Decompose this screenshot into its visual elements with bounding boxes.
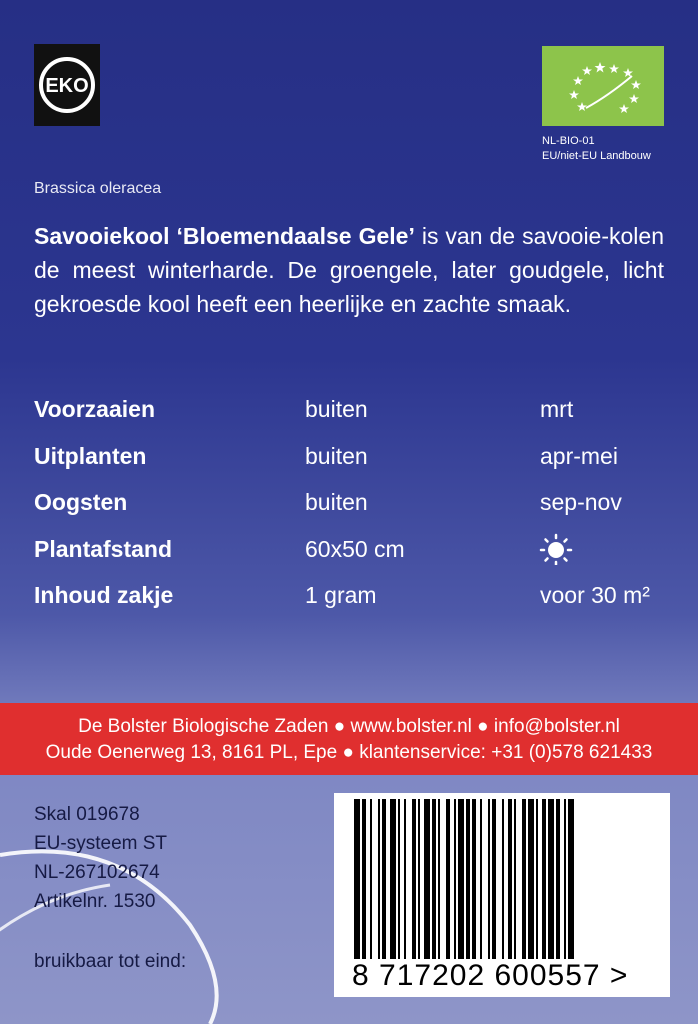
barcode-bar [382,799,386,959]
spec-location: buiten [305,442,368,469]
barcode-bar [412,799,416,959]
barcode-bar [432,799,436,959]
barcode-bar [542,799,546,959]
latin-name: Brassica oleracea [34,180,162,197]
variety-name: Savooiekool ‘Bloemendaalse Gele’ [34,223,415,249]
eko-logo-text: EKO [45,75,89,97]
spec-row-oogsten [34,485,674,532]
barcode-bar [472,799,476,959]
eu-organic-leaf-logo [542,46,664,126]
barcode-bar [466,799,470,959]
contact-band [0,703,698,775]
spec-label: Inhoud zakje [34,582,174,608]
barcode-bar [454,799,456,959]
barcode-digits: 8 717202 600557 > [352,959,629,992]
spec-period: apr-mei [540,442,618,469]
eu-system: EU-systeem ST [34,833,168,854]
spec-label: Voorzaaien [34,396,155,422]
spec-label: Oogsten [34,489,128,515]
certification-info [34,800,167,916]
barcode-bar [354,799,360,959]
spec-label: Plantafstand [34,535,173,562]
spec-location: buiten [305,489,368,515]
barcode-bar [508,799,512,959]
spec-label: Uitplanten [34,442,147,469]
spec-row-uitplanten [34,439,674,486]
product-description [34,219,664,321]
barcode-bar [522,799,526,959]
eko-logo [34,44,100,126]
barcode-bar [390,799,396,959]
contact-line2: Oude Oenerweg 13, 8161 PL, Epe ● klantenservice: +31 (0)578 621433 [45,742,653,763]
barcode-bar [502,799,504,959]
description-text: is van de savooie-kolen de meest winterharde. De groengele, later goudgele, licht gekroesde kool heeft een heerlijke en zachte smaak. [34,223,664,317]
barcode-bar [378,799,380,959]
barcode-bar [438,799,440,959]
barcode-bar [564,799,566,959]
contact-line1: De Bolster Biologische Zaden ● www.bolster.nl ● info@bolster.nl [78,716,620,737]
barcode-bar [404,799,406,959]
sowing-specs [34,392,674,625]
barcode-bar [398,799,400,959]
barcode-bars [354,799,650,959]
barcode-bar [446,799,450,959]
spec-coverage: voor 30 m² [540,582,650,608]
barcode-bar [424,799,430,959]
spec-row-plantafstand [34,532,674,579]
expiry-label: bruikbaar tot eind: [34,951,187,972]
spec-period: mrt [540,396,574,422]
barcode-bar [548,799,554,959]
eu-code-line2: EU/niet-EU Landbouw [542,150,651,162]
eko-logo-mark [37,55,97,115]
barcode-bar [568,799,574,959]
barcode-bar [536,799,538,959]
barcode [334,793,670,997]
spec-row-voorzaaien [34,392,674,439]
spec-period: sep-nov [540,489,622,515]
skal-number: Skal 019678 [34,804,140,825]
eu-control-code [542,134,651,164]
barcode-bar [528,799,534,959]
article-number: Artikelnr. 1530 [34,891,156,912]
spec-contents: 1 gram [305,582,377,608]
eu-leaf-stars-icon [542,46,664,126]
barcode-bar [480,799,482,959]
spec-row-inhoud-zakje [34,578,674,625]
spec-spacing: 60x50 cm [305,535,405,562]
barcode-bar [418,799,420,959]
nl-number: NL-267102674 [34,862,160,883]
barcode-bar [458,799,464,959]
barcode-bar [492,799,496,959]
spec-location: buiten [305,396,368,422]
barcode-bar [362,799,366,959]
barcode-bar [488,799,490,959]
barcode-bar [556,799,560,959]
eu-code-line1: NL-BIO-01 [542,135,595,147]
barcode-bar [514,799,516,959]
barcode-bar [370,799,372,959]
sun-icon [538,533,574,565]
